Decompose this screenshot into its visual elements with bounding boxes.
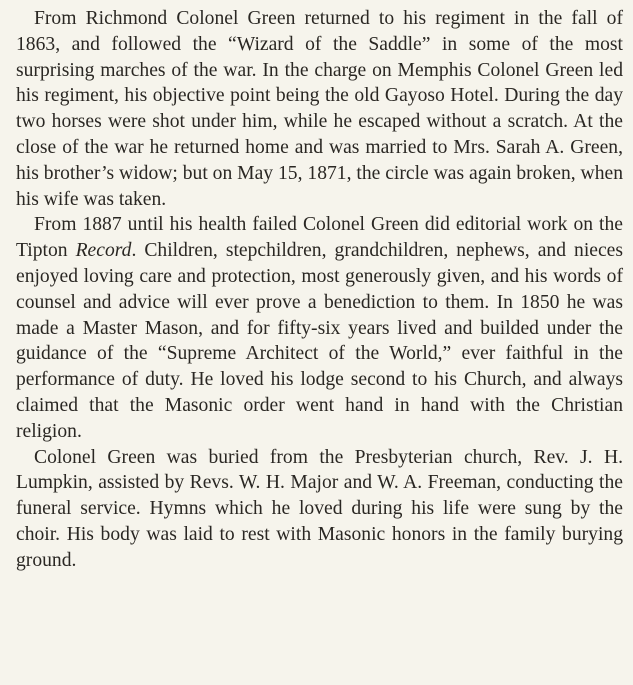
paragraph-funeral: Colonel Green was buried from the Presbyterian church, Rev. J. H. Lumpkin, assisted by Revs. W. H. Major and W. A. Freeman, conducting the funeral service. Hymns which he loved during his life were sung by the choir. His body was laid to rest with Masonic honors in the family burying ground. [16,446,623,571]
newspaper-title: Record [75,240,132,262]
paragraph-later-life-text-start: From 1887 until his health failed Colonel Green did editorial work on the Tipton [16,214,623,262]
paragraph-war-service: From Richmond Colonel Green returned to his regiment in the fall of 1863, and followed the “Wizard of the Saddle” in some of the most surprising marches of the war. In the charge on Memphis Colonel Green led his regiment, his objective point being the old Gayoso Hotel. During the day two horses were shot under him, while he escaped without a scratch. At the close of the war he returned home and was married to Mrs. Sarah A. Green, his brother’s widow; but on May 15, 1871, the circle was again broken, when his wife was taken. [16,8,623,210]
paragraph-later-life [16,212,623,444]
paragraph-later-life-text-end: . Children, stepchildren, grandchildren, nephews, and nieces enjoyed loving care and protection, most generously given, and his words of counsel and advice will ever prove a benediction to them. In 1850 he was made a Master Mason, and for fifty-six years lived and builded under the guidance of the “Supreme Architect of the World,” ever faithful in the performance of duty. He loved his lodge second to his Church, and always claimed that the Masonic order went hand in hand with the Christian religion. [16,240,623,442]
